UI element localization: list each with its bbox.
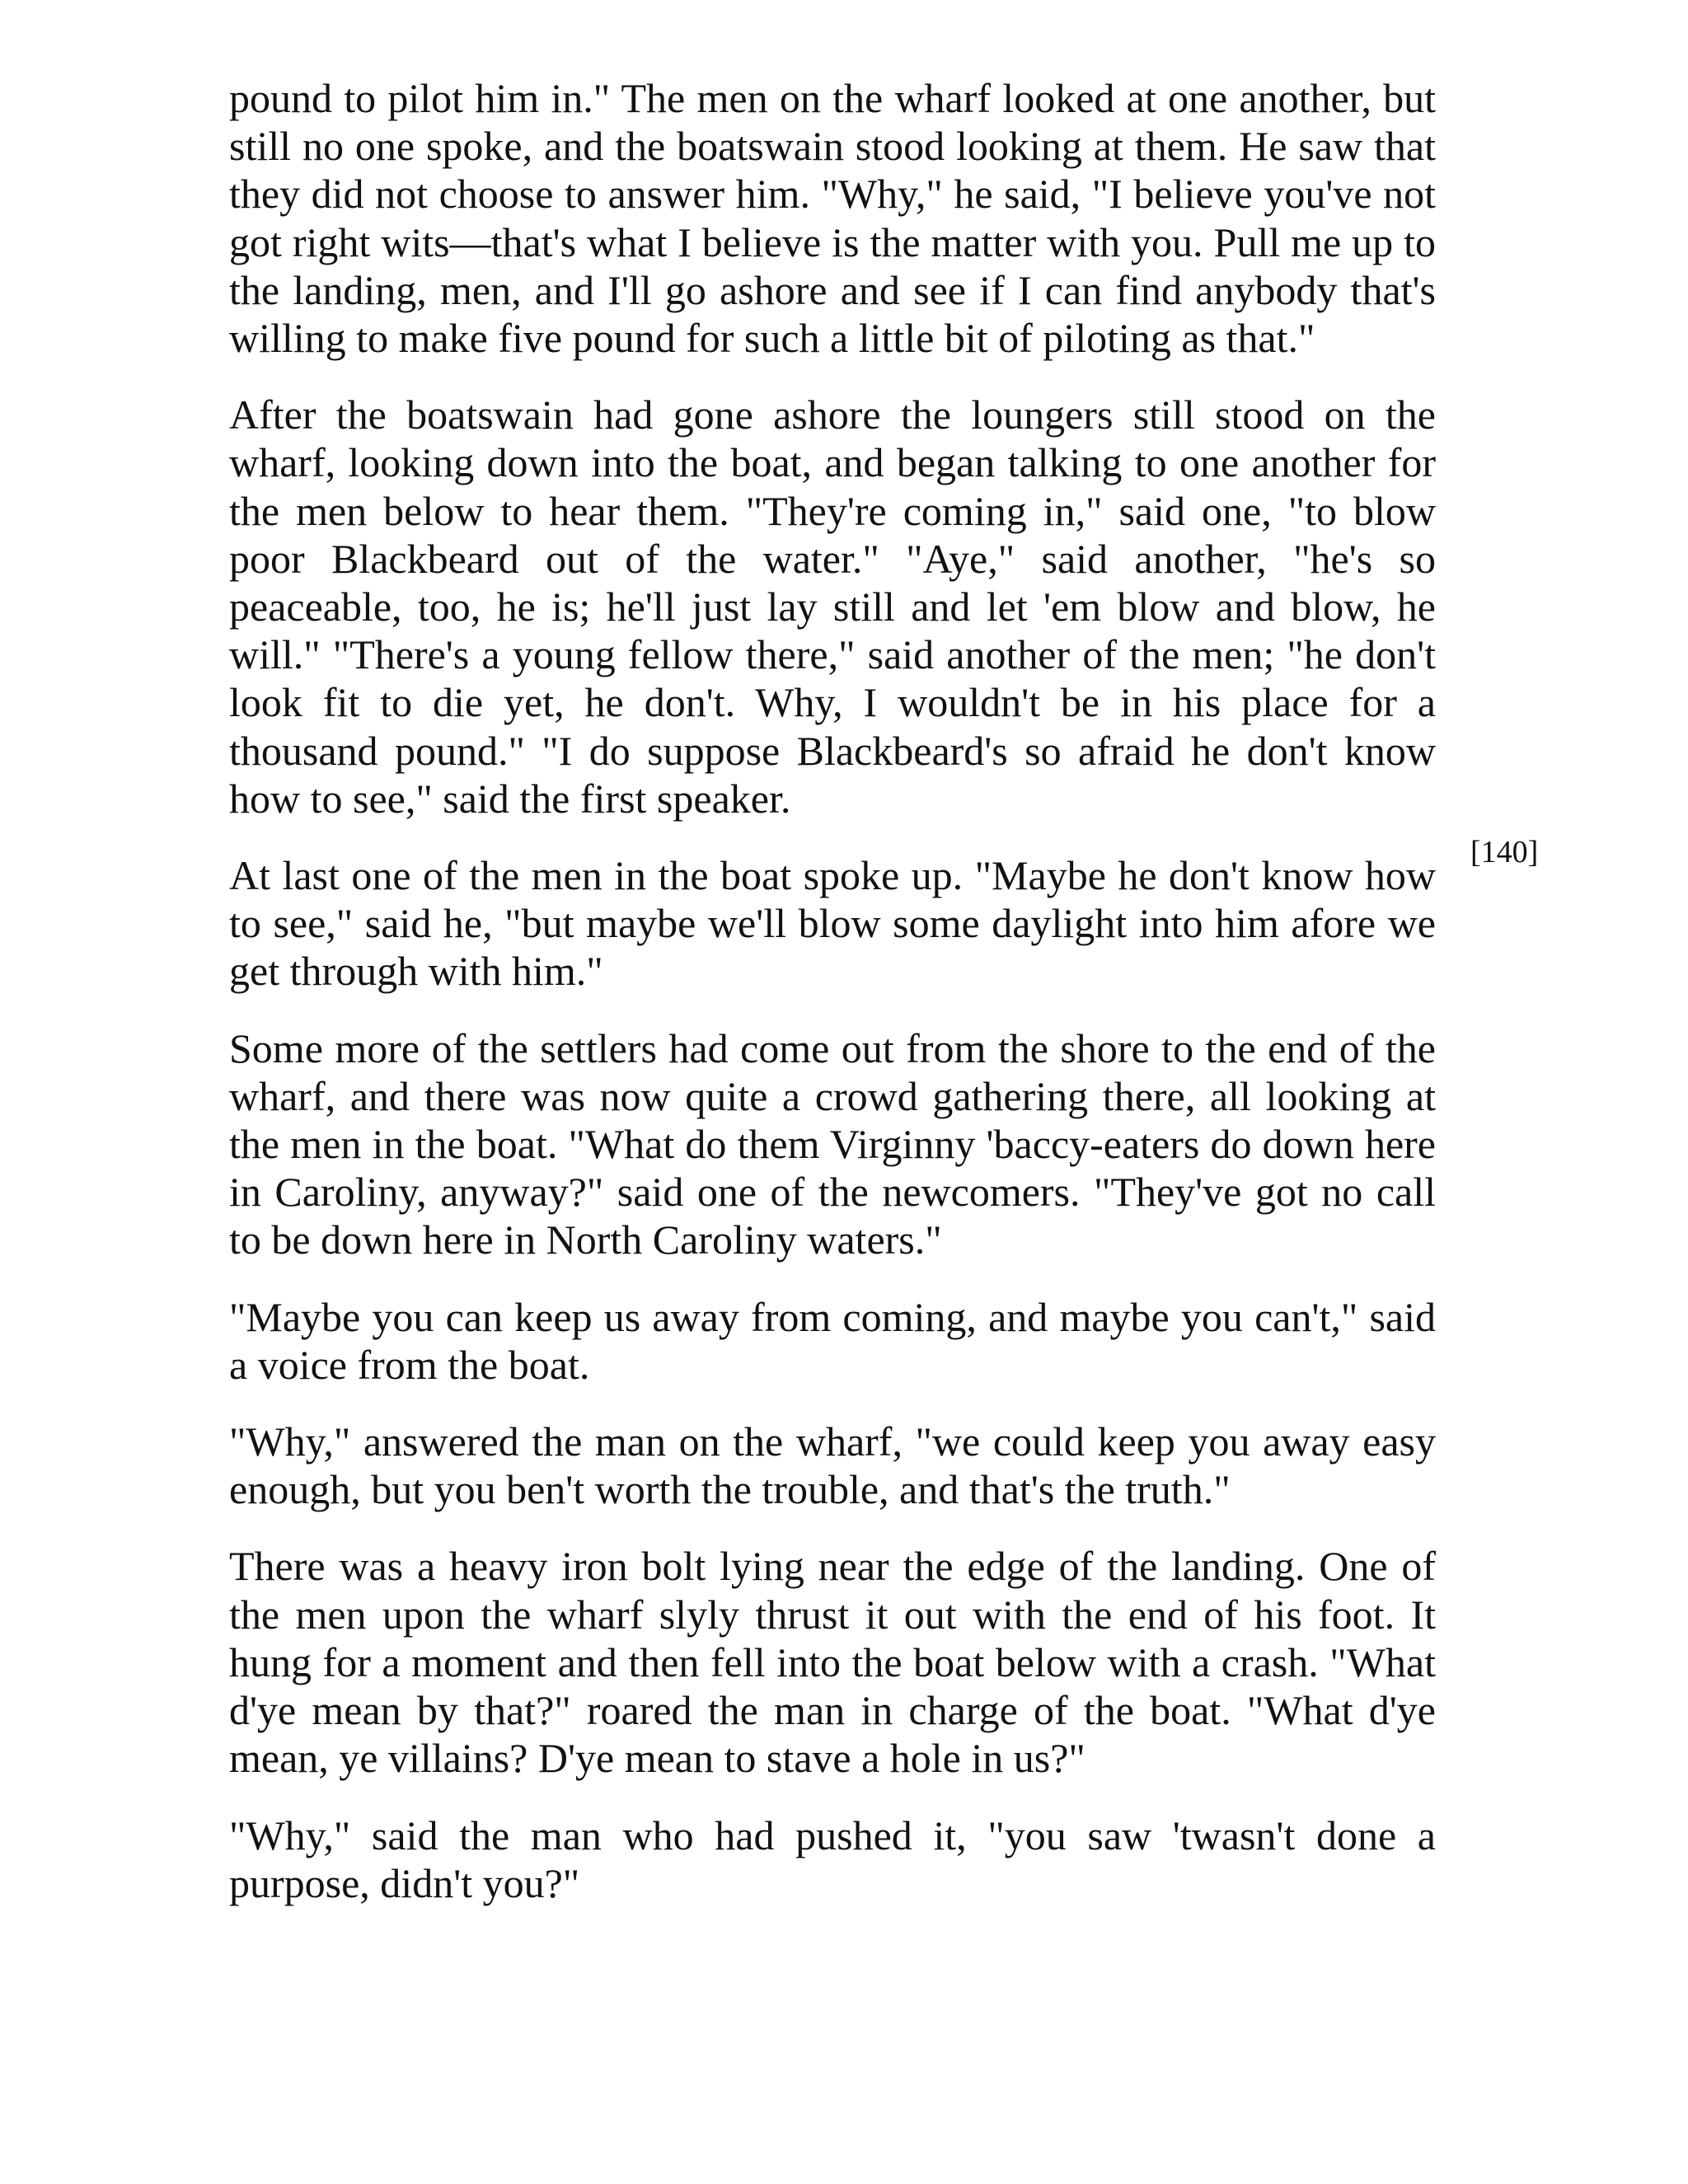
body-text (229, 74, 1436, 1936)
paragraph-1: pound to pilot him in." The men on the wharf looked at one another, but still no one spoke, and the boatswain stood looking at them. He saw that they did not choose to answer him. "Why," he said, "I believe you've not got right wits—that's what I believe is the matter with you. Pull me up to the landing, men, and I'll go ashore and see if I can find anybody that's willing to make five pound for such a little bit of piloting as that." (229, 75, 1436, 362)
paragraph-4: Some more of the settlers had come out from the shore to the end of the wharf, and there was now quite a crowd gathering there, all looking at the men in the boat. "What do them Virginny 'baccy-eaters do down here in Caroliny, anyway?" said one of the newcomers. "They've got no call to be down here in North Caroliny waters." (229, 1024, 1436, 1263)
paragraph-2: After the boatswain had gone ashore the loungers still stood on the wharf, looking down into the boat, and began talking to one another for the men below to hear them. "They're coming in," said one, "to blow poor Blackbeard out of the water." "Aye," said another, "he's so peaceable, too, he is; he'll just lay still and let 'em blow and blow, he will." "There's a young fellow there," said another of the men; "he don't look fit to die yet, he don't. Why, I wouldn't be in his place for a thousand pound." "I do suppose Blackbeard's so afraid he don't know how to see," said the first speaker. (229, 391, 1436, 822)
paragraph-3: At last one of the men in the boat spoke up. "Maybe he don't know how to see," said he, "but maybe we'll blow some daylight into him afore we get through with him." (229, 852, 1436, 995)
page-number: [140] (1470, 835, 1539, 869)
paragraph-6: "Why," answered the man on the wharf, "we could keep you away easy enough, but you ben't worth the trouble, and that's the truth." (229, 1418, 1436, 1513)
paragraph-8: "Why," said the man who had pushed it, "you saw 'twasn't done a purpose, didn't you?" (229, 1811, 1436, 1906)
paragraph-7: There was a heavy iron bolt lying near the edge of the landing. One of the men upon the wharf slyly thrust it out with the end of his foot. It hung for a moment and then fell into the boat below with a crash. "What d'ye mean by that?" roared the man in charge of the boat. "What d'ye mean, ye villains? D'ye mean to stave a hole in us?" (229, 1543, 1436, 1782)
paragraph-5: "Maybe you can keep us away from coming, and maybe you can't," said a voice from the boat. (229, 1293, 1436, 1388)
